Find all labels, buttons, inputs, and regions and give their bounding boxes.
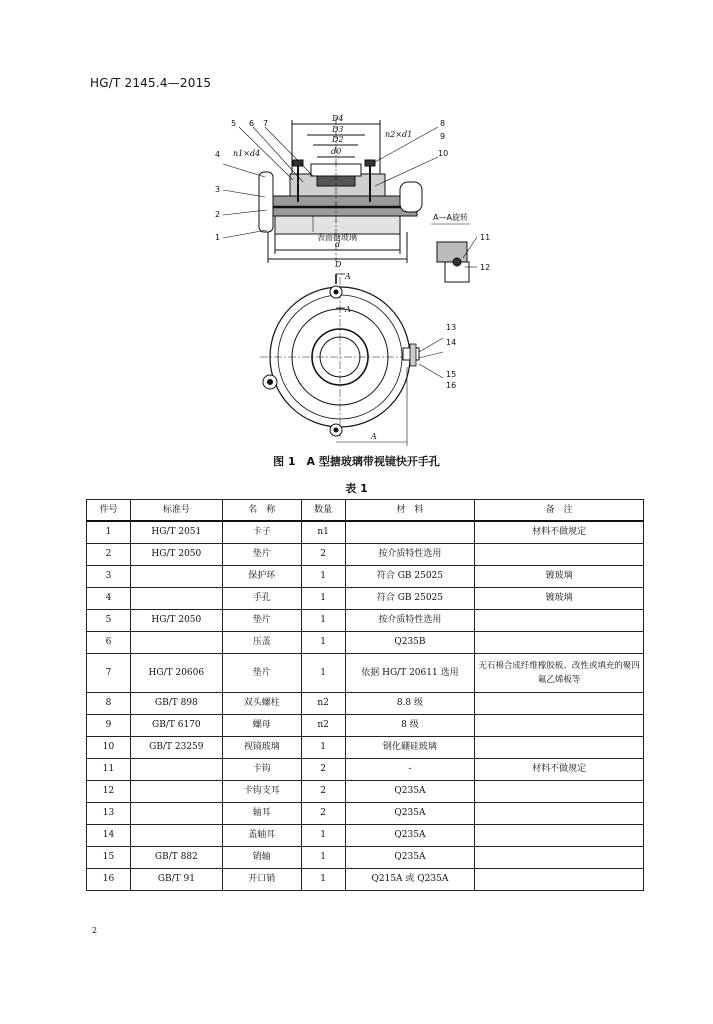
table-row	[87, 715, 644, 737]
table-cell: HG/T 2050	[130, 544, 222, 566]
table-cell	[475, 803, 644, 825]
table-cell	[475, 693, 644, 715]
table-cell	[475, 847, 644, 869]
table-cell: 按介质特性选用	[345, 610, 475, 632]
table-cell: GB/T 898	[130, 693, 222, 715]
dim-D3: D3	[332, 125, 344, 134]
callout-4: 4	[215, 150, 221, 159]
callout-11: 11	[480, 233, 491, 242]
table-cell: 14	[87, 825, 131, 847]
table-cell: n2	[301, 715, 345, 737]
table-cell	[345, 521, 475, 544]
page-number: 2	[92, 926, 98, 935]
table-row	[87, 759, 644, 781]
table-cell: 符合 GB 25025	[345, 566, 475, 588]
table-cell: 9	[87, 715, 131, 737]
table-cell: 保护环	[222, 566, 301, 588]
callout-3: 3	[215, 185, 221, 194]
table-cell: GB/T 91	[130, 869, 222, 891]
table-cell: 8	[87, 693, 131, 715]
dim-n1d4: n1×d4	[233, 149, 261, 158]
table-cell: n2	[301, 693, 345, 715]
callout-14: 14	[446, 338, 457, 347]
table-header-row	[87, 500, 644, 522]
table-title: 表 1	[345, 482, 368, 495]
table-cell: 1	[301, 588, 345, 610]
table-cell: 1	[301, 825, 345, 847]
table-cell: 垫片	[222, 610, 301, 632]
table-cell: 轴耳	[222, 803, 301, 825]
dim-D2: D2	[332, 135, 344, 144]
table-row	[87, 521, 644, 544]
table-cell	[475, 632, 644, 654]
table-cell: 卡钩	[222, 759, 301, 781]
detail-view	[437, 237, 477, 282]
table-cell	[130, 632, 222, 654]
table-cell: 钢化硼硅玻璃	[345, 737, 475, 759]
table-cell: 压盖	[222, 632, 301, 654]
table-cell: 1	[301, 654, 345, 693]
table-row	[87, 632, 644, 654]
table-cell	[475, 610, 644, 632]
callout-12: 12	[480, 263, 491, 272]
table-row	[87, 737, 644, 759]
table-cell: 1	[87, 521, 131, 544]
plan-view	[260, 274, 443, 446]
table-cell	[475, 544, 644, 566]
col-header: 材 料	[345, 500, 475, 522]
table-cell: 2	[87, 544, 131, 566]
table-cell: 1	[301, 869, 345, 891]
dim-d0: d0	[331, 147, 342, 156]
table-row	[87, 781, 644, 803]
table-cell: 销轴	[222, 847, 301, 869]
callout-5: 5	[231, 119, 237, 128]
table-row	[87, 566, 644, 588]
table-row	[87, 825, 644, 847]
table-cell	[130, 781, 222, 803]
table-cell: 7	[87, 654, 131, 693]
table-cell: 卡子	[222, 521, 301, 544]
table-cell: 11	[87, 759, 131, 781]
table-row	[87, 610, 644, 632]
section-label: A—A旋转	[433, 213, 468, 222]
table-cell: 10	[87, 737, 131, 759]
table-cell: 1	[301, 610, 345, 632]
table-cell: 4	[87, 588, 131, 610]
table-cell: 16	[87, 869, 131, 891]
callout-15: 15	[446, 370, 457, 379]
table-cell: 15	[87, 847, 131, 869]
table-row	[87, 693, 644, 715]
table-cell: 螺母	[222, 715, 301, 737]
dim-A: A	[371, 432, 377, 441]
table-row	[87, 588, 644, 610]
table-cell: 双头螺柱	[222, 693, 301, 715]
standard-number: HG/T 2145.4—2015	[90, 76, 212, 90]
table-cell: 2	[301, 781, 345, 803]
table-cell: 8 级	[345, 715, 475, 737]
callout-1: 1	[215, 233, 221, 242]
dim-d: d	[335, 240, 341, 249]
table-cell: HG/T 20606	[130, 654, 222, 693]
dim-D4: D4	[332, 114, 344, 123]
table-cell: 镀玻璃	[475, 588, 644, 610]
dim-n2d1: n2×d1	[385, 130, 413, 139]
table-cell: HG/T 2051	[130, 521, 222, 544]
table-cell: 垫片	[222, 654, 301, 693]
table-cell: -	[345, 759, 475, 781]
table-cell: 2	[301, 544, 345, 566]
table-cell: 符合 GB 25025	[345, 588, 475, 610]
table-cell: Q235B	[345, 632, 475, 654]
callout-8: 8	[440, 119, 446, 128]
col-header: 名 称	[222, 500, 301, 522]
table-cell: 2	[301, 803, 345, 825]
table-row	[87, 654, 644, 693]
table-cell: 12	[87, 781, 131, 803]
table-cell: 1	[301, 566, 345, 588]
table-cell: 手孔	[222, 588, 301, 610]
table-cell: 1	[301, 737, 345, 759]
table-cell: HG/T 2050	[130, 610, 222, 632]
table-cell	[475, 825, 644, 847]
col-header: 备 注	[475, 500, 644, 522]
table-cell	[130, 588, 222, 610]
table-cell: 6	[87, 632, 131, 654]
section-mark-A-lower: A	[345, 305, 351, 314]
table-cell	[475, 869, 644, 891]
col-header: 件号	[87, 500, 131, 522]
table-row	[87, 869, 644, 891]
callout-10: 10	[438, 149, 449, 158]
callout-7: 7	[263, 119, 269, 128]
table-cell: 5	[87, 610, 131, 632]
table-cell: GB/T 882	[130, 847, 222, 869]
table-cell: 2	[301, 759, 345, 781]
table-cell: 卡钩支耳	[222, 781, 301, 803]
table-cell: 材料不做规定	[475, 759, 644, 781]
callout-13: 13	[446, 323, 457, 332]
surface-note: 表面搪玻璃	[317, 233, 357, 242]
table-cell: Q235A	[345, 847, 475, 869]
table-cell	[475, 781, 644, 803]
table-cell: GB/T 23259	[130, 737, 222, 759]
table-cell: Q215A 或 Q235A	[345, 869, 475, 891]
table-cell: 1	[301, 847, 345, 869]
table-cell	[475, 737, 644, 759]
table-cell	[130, 759, 222, 781]
table-cell: 无石棉合成纤维橡胶板、改性或填充的聚四氟乙烯板等	[475, 654, 644, 693]
table-cell: 3	[87, 566, 131, 588]
table-cell: 8.8 级	[345, 693, 475, 715]
table-cell: 1	[301, 632, 345, 654]
table-cell: 材料不做规定	[475, 521, 644, 544]
callout-2: 2	[215, 210, 221, 219]
table-cell: 垫片	[222, 544, 301, 566]
table-cell: 视镜玻璃	[222, 737, 301, 759]
table-cell: Q235A	[345, 781, 475, 803]
table-cell: 13	[87, 803, 131, 825]
parts-table	[86, 499, 644, 891]
col-header: 数量	[301, 500, 345, 522]
table-cell: Q235A	[345, 825, 475, 847]
table-cell: 开口销	[222, 869, 301, 891]
table-cell: 依据 HG/T 20611 选用	[345, 654, 475, 693]
callout-9: 9	[440, 132, 446, 141]
table-cell	[130, 803, 222, 825]
table-row	[87, 803, 644, 825]
table-cell: n1	[301, 521, 345, 544]
table-cell	[130, 825, 222, 847]
table-cell: 盖轴耳	[222, 825, 301, 847]
table-cell: Q235A	[345, 803, 475, 825]
table-cell: 按介质特性选用	[345, 544, 475, 566]
table-cell	[130, 566, 222, 588]
callout-6: 6	[249, 119, 255, 128]
table-row	[87, 544, 644, 566]
section-mark-A-top: A	[345, 272, 351, 281]
technical-drawing	[195, 112, 495, 457]
figure-caption: 图 1 A 型搪玻璃带视镜快开手孔	[273, 455, 440, 468]
table-cell: 镀玻璃	[475, 566, 644, 588]
table-row	[87, 847, 644, 869]
col-header: 标准号	[130, 500, 222, 522]
table-cell	[475, 715, 644, 737]
table-cell: GB/T 6170	[130, 715, 222, 737]
dim-D: D	[335, 260, 342, 269]
callout-16: 16	[446, 381, 457, 390]
